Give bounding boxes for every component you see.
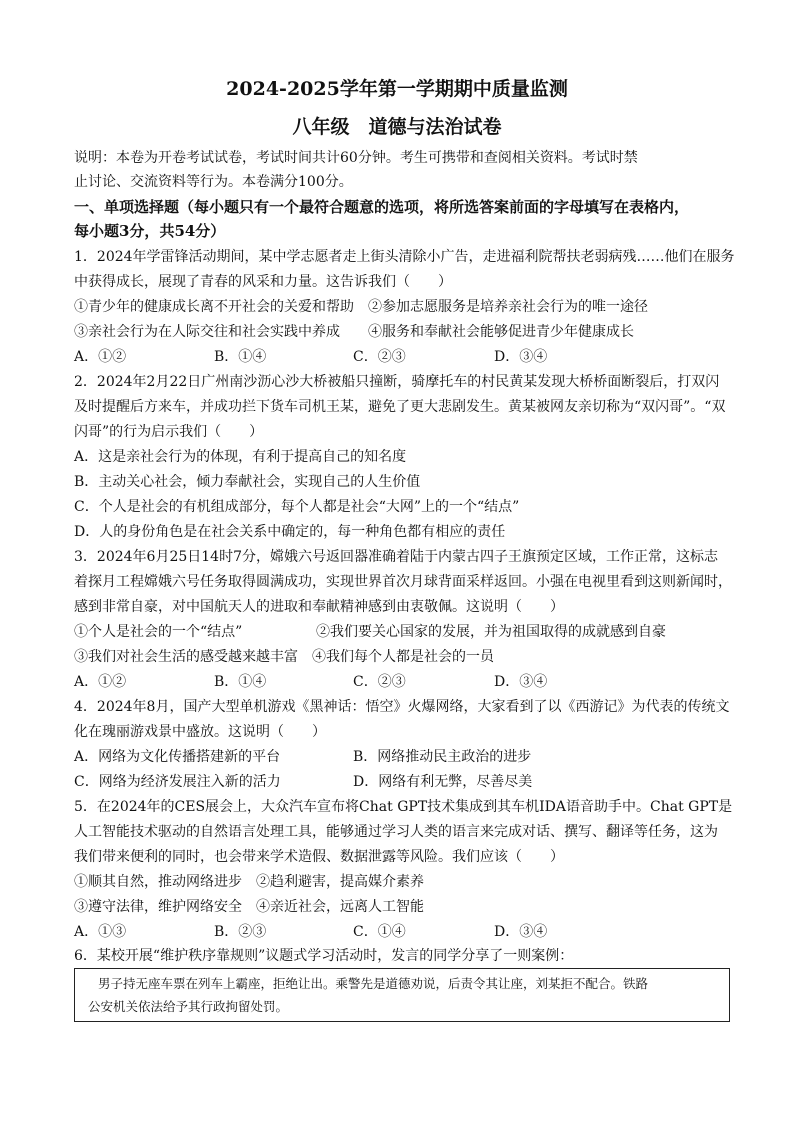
q3-option-b[interactable]: B．①④ [214,674,267,690]
q5-stem-line-2: 人工智能技术驱动的自然语言处理工具，能够通过学习人类的语言来完成对话、撰写、翻译等任务，这为 [74,824,718,840]
q3-statement-2: ②我们要关心国家的发展，并为祖国取得的成就感到自豪 [316,624,666,640]
q3-option-d[interactable]: D．③④ [494,674,548,690]
q4-option-c[interactable]: C．网络为经济发展注入新的活力 [74,774,281,790]
q5-statement-2: ③遵守法律，维护网络安全 ④亲近社会，远离人工智能 [74,899,424,915]
section-heading-line-2: 每小题3分，共54分） [74,222,226,240]
q6-stem-line-1: 6．某校开展“维护秩序靠规则”议题式学习活动时，发言的同学分享了一则案例： [74,948,574,964]
q4-option-d[interactable]: D．网络有利无弊，尽善尽美 [353,774,533,790]
q2-stem-line-2: 及时提醒后方来车，并成功拦下货车司机王某，避免了更大悲剧发生。黄某被网友亲切称为“双闪哥”。“双 [74,399,726,415]
q5-option-d[interactable]: D．③④ [494,924,548,940]
case-line-1: 男子持无座车票在列车上霸座，拒绝让出。乘警先是道德劝说，后责令其让座，刘某拒不配合。铁路 [98,976,649,991]
q3-stem-line-2: 着探月工程嫦娥六号任务取得圆满成功，实现世界首次月球背面采样返回。小强在电视里看到这则新闻时， [74,574,732,590]
q2-stem-line-1: 2．2024年2月22日广州南沙沥心沙大桥被船只撞断，骑摩托车的村民黄某发现大桥桥面断裂后，打双闪 [74,374,720,390]
section-heading-line-1: 一、单项选择题（每小题只有一个最符合题意的选项，将所选答案前面的字母填写在表格内， [74,198,690,216]
q2-option-a[interactable]: A．这是亲社会行为的体现，有利于提高自己的知名度 [74,449,407,465]
q4-option-a[interactable]: A．网络为文化传播搭建新的平台 [74,749,281,765]
q2-stem-line-3: 闪哥”的行为启示我们（ ） [74,424,264,440]
q5-stem-line-1: 5．在2024年的CES展会上，大众汽车宣布将Chat GPT技术集成到其车机IDA语音助手中。Chat GPT是 [74,799,733,815]
q3-option-c[interactable]: C．②③ [353,674,406,690]
q3-statement-3: ③我们对社会生活的感受越来越丰富 ④我们每个人都是社会的一员 [74,649,494,665]
q5-option-c[interactable]: C．①④ [353,924,406,940]
q4-option-b[interactable]: B．网络推动民主政治的进步 [353,749,532,765]
exam-title: 2024-2025学年第一学期期中质量监测 [226,78,568,100]
q5-statement-1: ①顺其自然，推动网络进步 ②趋利避害，提高媒介素养 [74,874,424,890]
instructions-line-1: 说明：本卷为开卷考试试卷，考试时间共计60分钟。考生可携带和查阅相关资料。考试时禁 [74,150,638,166]
q5-option-a[interactable]: A．①③ [74,924,127,940]
q4-stem-line-2: 化在瑰丽游戏景中盛放。这说明（ ） [74,724,326,740]
q3-option-a[interactable]: A．①② [74,674,127,690]
q5-stem-line-3: 我们带来便利的同时，也会带来学术造假、数据泄露等风险。我们应该（ ） [74,849,564,865]
exam-subtitle: 八年级 道德与法治试卷 [292,116,502,138]
q1-option-a[interactable]: A．①② [74,349,127,365]
q1-option-b[interactable]: B．①④ [214,349,267,365]
q1-stem-line-2: 中获得成长，展现了青春的风采和力量。这告诉我们（ ） [74,274,452,290]
q4-stem-line-1: 4．2024年8月，国产大型单机游戏《黑神话：悟空》火爆网络，大家看到了以《西游记》为代表的传统文 [74,699,730,715]
q1-option-d[interactable]: D．③④ [494,349,548,365]
q2-option-b[interactable]: B．主动关心社会，倾力奉献社会，实现自己的人生价值 [74,474,421,490]
case-line-2: 公安机关依法给予其行政拘留处罚。 [88,999,289,1014]
q1-option-c[interactable]: C．②③ [353,349,406,365]
q1-stem-line-1: 1．2024年学雷锋活动期间，某中学志愿者走上街头清除小广告，走进福利院帮扶老弱病残……他们在服务 [74,249,735,265]
q3-stem-line-1: 3．2024年6月25日14时7分，嫦娥六号返回器准确着陆于内蒙古四子王旗预定区域，工作正常，这标志 [74,549,718,565]
q1-statement-1: ①青少年的健康成长离不开社会的关爱和帮助 ②参加志愿服务是培养亲社会行为的唯一途径 [74,299,648,315]
q1-statement-2: ③亲社会行为在人际交往和社会实践中养成 ④服务和奉献社会能够促进青少年健康成长 [74,324,634,340]
q3-stem-line-3: 感到非常自豪，对中国航天人的进取和奉献精神感到由衷敬佩。这说明（ ） [74,599,564,615]
q2-option-d[interactable]: D．人的身份角色是在社会关系中确定的，每一种角色都有相应的责任 [74,524,506,540]
instructions-line-2: 止讨论、交流资料等行为。本卷满分100分。 [74,174,353,190]
q3-statement-1: ①个人是社会的一个“结点” [74,624,243,640]
q5-option-b[interactable]: B．②③ [214,924,267,940]
q2-option-c[interactable]: C．个人是社会的有机组成部分，每个人都是社会“大网”上的一个“结点” [74,499,520,515]
